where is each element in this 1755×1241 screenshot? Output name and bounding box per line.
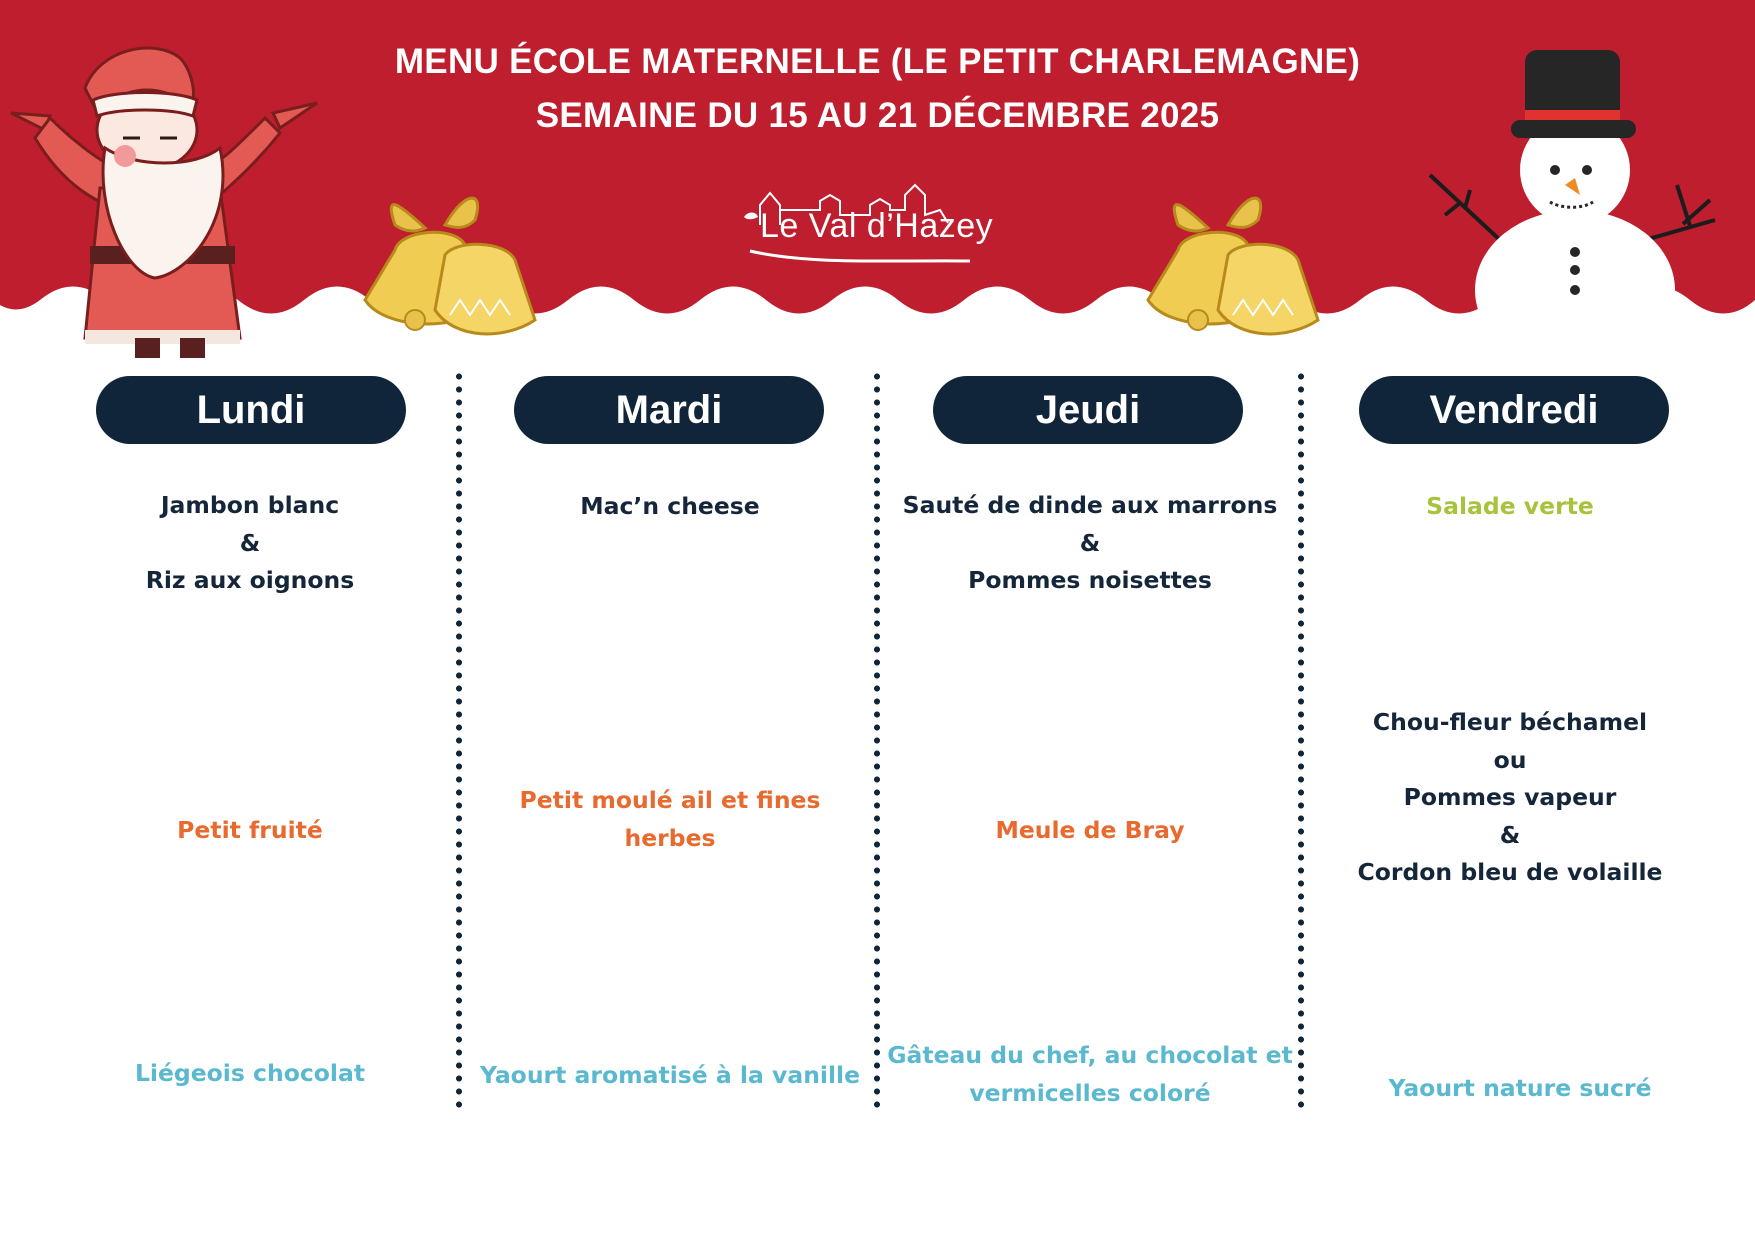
dish-line: ou xyxy=(1493,745,1527,774)
dish-line: & xyxy=(239,528,261,557)
day-header-jeudi: Jeudi xyxy=(933,376,1243,444)
main-dish-mardi xyxy=(475,488,865,526)
column-separator xyxy=(874,370,880,1114)
column-separator xyxy=(1298,370,1304,1114)
week-subtitle: SEMAINE DU 15 AU 21 DÉCEMBRE 2025 xyxy=(535,96,1220,135)
dish-line: Mac’n cheese xyxy=(580,492,760,520)
dish-line: & xyxy=(1079,528,1101,557)
dessert-lundi xyxy=(80,1055,420,1093)
cheese-jeudi: Meule de Bray xyxy=(995,816,1185,844)
logo-text: Le Val d’Hazey xyxy=(760,207,994,245)
dish-line: Sauté de dinde aux marrons xyxy=(902,491,1278,519)
dessert-mardi xyxy=(475,1057,865,1095)
day-header-lundi: Lundi xyxy=(96,376,406,444)
main-dish-lundi xyxy=(80,487,420,600)
dessert-vendredi xyxy=(1350,1070,1690,1108)
cheese-lundi: Petit fruité xyxy=(177,816,323,844)
dessert-line: Yaourt aromatisé à la vanille xyxy=(479,1061,861,1089)
dish-line: Pommes vapeur xyxy=(1403,783,1617,811)
dessert-line: Liégeois chocolat xyxy=(134,1059,366,1087)
menu-title: MENU ÉCOLE MATERNELLE (LE PETIT CHARLEMAGNE) xyxy=(394,42,1361,81)
dessert-line: Yaourt nature sucré xyxy=(1388,1074,1652,1102)
starter-vendredi: Salade verte xyxy=(1426,492,1594,520)
dessert-line: Gâteau du chef, au chocolat et xyxy=(887,1041,1293,1069)
christmas-bells-icon xyxy=(1138,180,1323,350)
cheese-mardi: Petit moulé ail et fines herbes xyxy=(519,786,821,852)
dessert-line: vermicelles coloré xyxy=(969,1078,1211,1107)
santa-claus-icon xyxy=(5,38,325,360)
dish-line: & xyxy=(1499,820,1521,849)
dish-line: Cordon bleu de volaille xyxy=(1357,858,1663,886)
day-header-vendredi: Vendredi xyxy=(1359,376,1669,444)
dessert-jeudi xyxy=(880,1037,1300,1112)
column-separator xyxy=(456,370,462,1114)
main-dish-jeudi xyxy=(880,487,1300,600)
snowman-icon xyxy=(1425,30,1725,320)
christmas-bells-icon xyxy=(355,180,540,350)
main-dish-vendredi xyxy=(1340,704,1680,892)
dish-line: Riz aux oignons xyxy=(145,566,355,594)
dish-line: Pommes noisettes xyxy=(968,566,1212,594)
day-header-mardi: Mardi xyxy=(514,376,824,444)
dish-line: Jambon blanc xyxy=(160,491,340,519)
dish-line: Chou-fleur béchamel xyxy=(1372,708,1648,736)
